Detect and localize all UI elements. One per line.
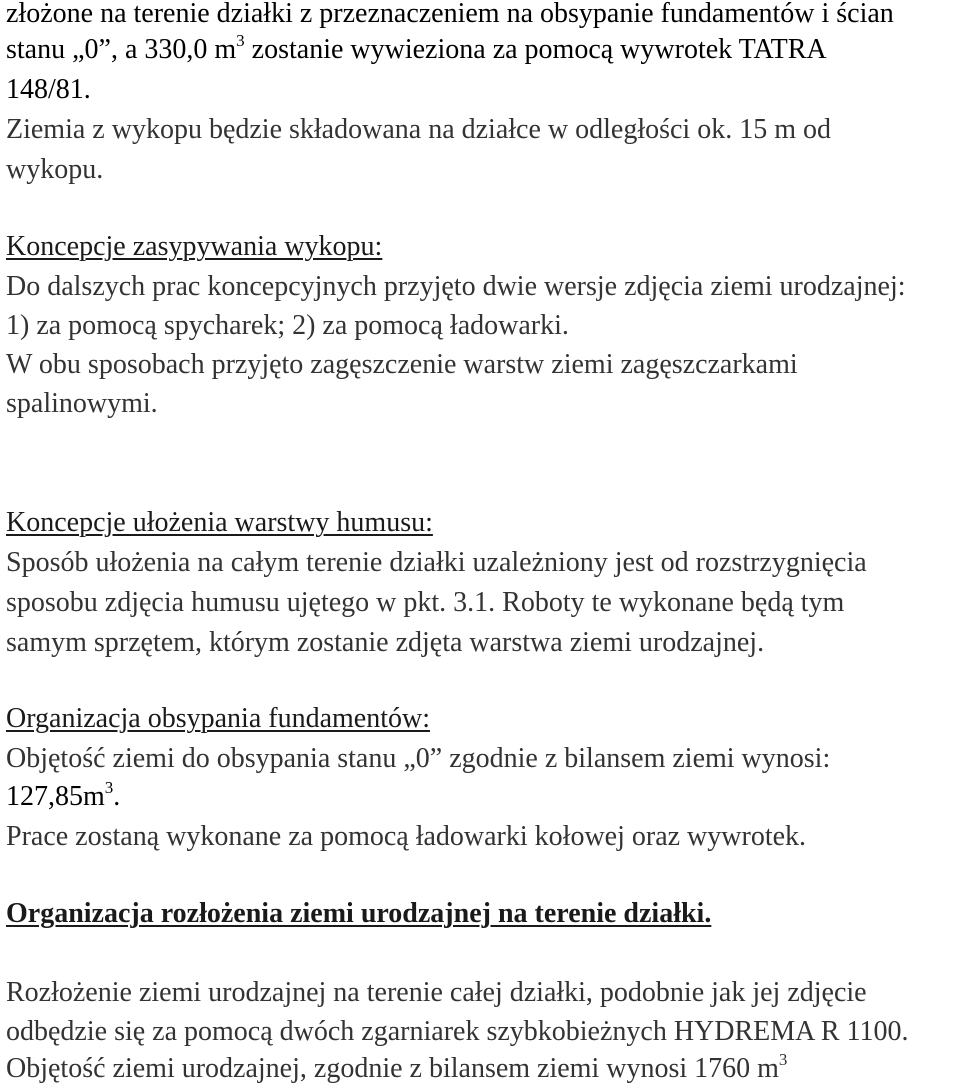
humus-line-1: Sposób ułożenia na całym terenie działki uzależniony jest od rozstrzygnięcia [6, 547, 867, 578]
humus-line-2: sposobu zdjęcia humusu ujętego w pkt. 3.1. Roboty te wykonane będą tym [6, 587, 845, 618]
intro-line-1: złożone na terenie działki z przeznaczeniem na obsypanie fundamentów i ścian [6, 0, 894, 29]
backfill-line-4: spalinowymi. [6, 388, 158, 419]
intro-line-2 [6, 33, 827, 67]
heading-foundations: Organizacja obsypania fundamentów: [6, 703, 431, 734]
foundations-line-2-text-b: . [113, 781, 121, 812]
intro-line-2-superscript: 3 [236, 31, 245, 50]
intro-line-5: wykopu. [6, 154, 104, 185]
intro-line-3: 148/81. [6, 74, 91, 105]
heading-backfill: Koncepcje zasypywania wykopu: [6, 231, 383, 262]
backfill-line-3: W obu sposobach przyjęto zagęszczenie warstw ziemi zagęszczarkami [6, 349, 798, 380]
intro-line-2-text-b: zostanie wywieziona za pomocą wywrotek TATRA [244, 34, 827, 65]
foundations-line-2 [6, 780, 120, 814]
humus-line-3: samym sprzętem, którym zostanie zdjęta warstwa ziemi urodzajnej. [6, 627, 765, 658]
backfill-line-2: 1) za pomocą spycharek; 2) za pomocą ładowarki. [6, 310, 569, 341]
foundations-line-1: Objętość ziemi do obsypania stanu „0” zgodnie z bilansem ziemi wynosi: [6, 743, 831, 774]
heading-topsoil: Organizacja rozłożenia ziemi urodzajnej na terenie działki. [6, 898, 712, 929]
topsoil-line-3 [6, 1052, 787, 1086]
foundations-line-2-superscript: 3 [104, 778, 114, 797]
backfill-line-1: Do dalszych prac koncepcyjnych przyjęto dwie wersje zdjęcia ziemi urodzajnej: [6, 271, 906, 302]
foundations-line-3: Prace zostaną wykonane za pomocą ładowarki kołowej oraz wywrotek. [6, 821, 807, 852]
topsoil-line-2: odbędzie się za pomocą dwóch zgarniarek szybkobieżnych HYDREMA R 1100. [6, 1016, 909, 1047]
foundations-line-2-text-a: 127,85m [6, 781, 105, 812]
topsoil-line-3-text: Objętość ziemi urodzajnej, zgodnie z bilansem ziemi wynosi 1760 m [6, 1053, 779, 1084]
topsoil-line-3-superscript: 3 [778, 1050, 788, 1069]
intro-line-4: Ziemia z wykopu będzie składowana na działce w odległości ok. 15 m od [6, 114, 831, 145]
heading-humus: Koncepcje ułożenia warstwy humusu: [6, 507, 433, 538]
intro-line-2-text-a: stanu „0”, a 330,0 m [6, 34, 237, 65]
topsoil-line-1: Rozłożenie ziemi urodzajnej na terenie całej działki, podobnie jak jej zdjęcie [6, 977, 867, 1008]
